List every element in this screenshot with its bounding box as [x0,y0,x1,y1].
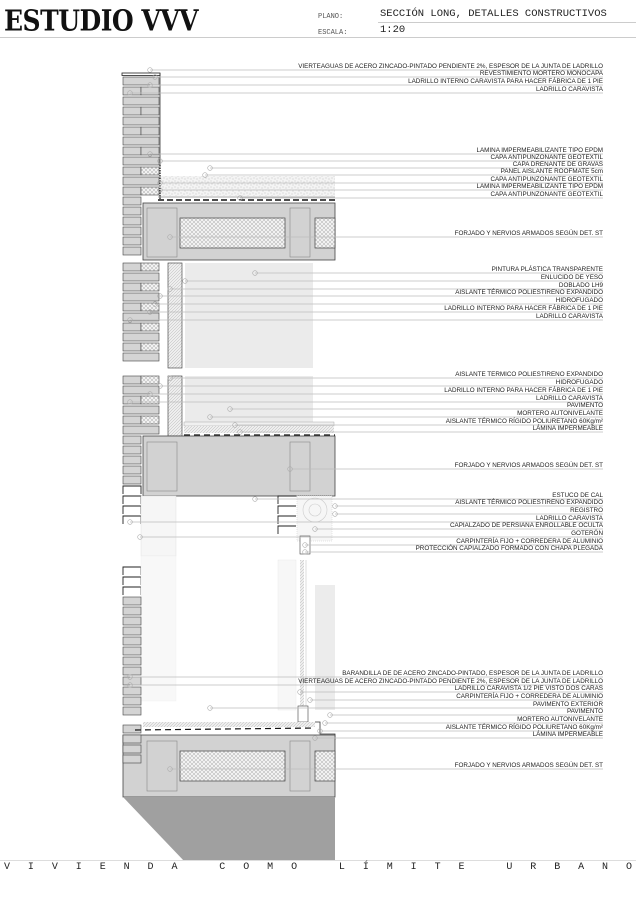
annotation-label: LAMINA IMPERMEABILIZANTE TIPO EPDM [476,183,603,190]
plano-label: PLANO: [318,13,344,21]
escala-label: ESCALA: [318,29,348,37]
footer-letter: N [602,862,609,873]
title-block [0,0,636,40]
annotation-label: CAPA ANTIPUNZONANTE GEOTEXTIL [490,154,603,161]
footer-divider [0,860,636,861]
annotation-label: LÁMINA IMPERMEABLE [532,731,603,738]
footer-letter: I [75,862,82,873]
annotation-label: AISLANTE TÉRMICO POLIESTIRENO EXPANDIDO [455,289,603,296]
annotation-label: ENLUCIDO DE YESO [540,274,603,281]
footer-letter: A [171,862,178,873]
window-jamb [278,560,335,722]
annotation-label: REVESTIMIENTO MORTERO MONOCAPA [479,70,603,77]
wall-bricks-left-1 [123,207,141,255]
footer-letter [195,862,201,873]
footer-letter: L [338,862,345,873]
footer-letter: E [458,862,465,873]
footer-letter: M [386,862,393,873]
annotation-label: VIERTEAGUAS DE ACERO ZINCADO-PINTADO PENDIENTE 2%, ESPESOR DE LA JUNTA DE LADRILLO [298,63,603,70]
floor-slab-1 [143,203,335,260]
roof-layers [158,165,335,200]
studio-name: ESTUDIO VVV [4,4,199,38]
annotation-label: FORJADO Y NERVIOS ARMADOS SEGÚN DET. ST [454,462,603,469]
floor-slab-3 [123,735,335,797]
upper-wall [123,263,313,368]
footer-letter: A [578,862,585,873]
annotation-label: PINTURA PLÁSTICA TRANSPARENTE [491,266,603,273]
footer-letter: V [51,862,58,873]
footer-letter: I [27,862,34,873]
annotation-label: CAPA DRENANTE DE GRAVAS [512,161,603,168]
annotation-label: PROTECCIÓN CAPIALZADO FORMADO CON CHAPA PLEGADA [415,545,603,552]
header-divider [0,37,636,38]
window-head [123,486,332,556]
annotation-label: PAVIMENTO EXTERIOR [533,701,603,708]
annotation-label: CARPINTERÍA FIJO + CORREDERA DE ALUMINIO [456,693,603,700]
annotation-label: CAPA ANTIPUNZONANTE GEOTEXTIL [490,176,603,183]
annotation-label: LADRILLO CARAVISTA [536,515,603,522]
plano-value: SECCIÓN LONG, DETALLES CONSTRUCTIVOS [380,8,607,20]
project-title-footer [0,862,636,873]
annotation-label: BARANDILLA DE DE ACERO ZINCADO-PINTADO, ESPESOR DE LA JUNTA DE LADRILLO [342,670,603,677]
footer-letter [315,862,321,873]
lower-brick-wall [123,556,176,763]
footer-letter: Í [362,862,369,873]
annotation-label: LAMINA IMPERMEABILIZANTE TIPO EPDM [476,147,603,154]
annotation-label: AISLANTE TÉRMICO RÍGIDO POLIURETANO 60Kg/m² [445,724,603,731]
footer-letter: C [219,862,226,873]
footer-letter: B [554,862,561,873]
annotation-label: PANEL AISLANTE ROOFMATE 5cm [500,168,603,175]
footer-letter [482,862,488,873]
footer-letter: N [123,862,130,873]
annotation-label: LADRILLO INTERNO PARA HACER FÁBRICA DE 1 PIE [444,387,603,394]
plano-underline [378,22,636,23]
annotation-label: MORTERO AUTONIVELANTE [517,410,603,417]
annotation-label: CAPIALZADO DE PERSIANA ENROLLABLE OCULTA [449,522,603,529]
ground-shadow [123,797,335,860]
annotation-label: LADRILLO CARAVISTA [536,313,603,320]
footer-letter: E [99,862,106,873]
annotation-label: GOTERÓN [571,530,603,537]
annotation-label: PAVIMENTO [566,708,603,715]
annotation-label: REGISTRO [570,507,603,514]
footer-letter: R [530,862,537,873]
annotation-label: VIERTEAGUAS DE ACERO ZINCADO-PINTADO PENDIENTE 2%, ESPESOR DE LA JUNTA DE LADRILLO [298,678,603,685]
footer-letter: O [243,862,250,873]
annotation-label: HIDROFUGADO [555,379,603,386]
annotation-label: MORTERO AUTONIVELANTE [517,716,603,723]
footer-letter: I [410,862,417,873]
annotation-label: LADRILLO CARAVISTA [536,86,603,93]
annotation-label: LADRILLO INTERNO PARA HACER FÁBRICA DE 1 PIE [444,305,603,312]
footer-letter: T [434,862,441,873]
annotation-label: AISLANTE TERMICO POLIESTIRENO EXPANDIDO [455,371,603,378]
footer-letter: U [506,862,513,873]
footer-letter: D [147,862,154,873]
annotation-label: FORJADO Y NERVIOS ARMADOS SEGÚN DET. ST [454,230,603,237]
footer-letter: O [625,862,632,873]
annotation-label: DOBLADO LH9 [558,282,603,289]
escala-value: 1:20 [380,24,406,36]
annotation-label: LADRILLO INTERNO CARAVISTA PARA HACER FÁBRICA DE 1 PIE [408,78,603,85]
mid-wall [123,376,335,436]
annotation-label: CARPINTERÍA FIJO + CORREDERA DE ALUMINIO [456,538,603,545]
annotation-label: LADRILLO CARAVISTA [536,395,603,402]
footer-letter: V [4,862,11,873]
annotation-label: AISLANTE TÉRMICO POLIESTIRENO EXPANDIDO [455,499,603,506]
annotation-label: LÁMINA IMPERMEABLE [532,425,603,432]
annotation-label: FORJADO Y NERVIOS ARMADOS SEGÚN DET. ST [454,762,603,769]
annotation-label: LADRILLO CARAVISTA 1/2 PIE VISTO DOS CARAS [454,685,603,692]
annotation-label: PAVIMENTO [566,402,603,409]
annotation-label: ESTUCO DE CAL [552,492,603,499]
floor-slab-2 [123,436,335,496]
annotation-label: HIDROFUGADO [555,297,603,304]
footer-letter: M [267,862,274,873]
annotation-label: CAPA ANTIPUNZONANTE GEOTEXTIL [490,191,603,198]
footer-letter: O [291,862,298,873]
annotation-label: AISLANTE TÉRMICO RÍGIDO POLIURETANO 60Kg/m² [445,418,603,425]
